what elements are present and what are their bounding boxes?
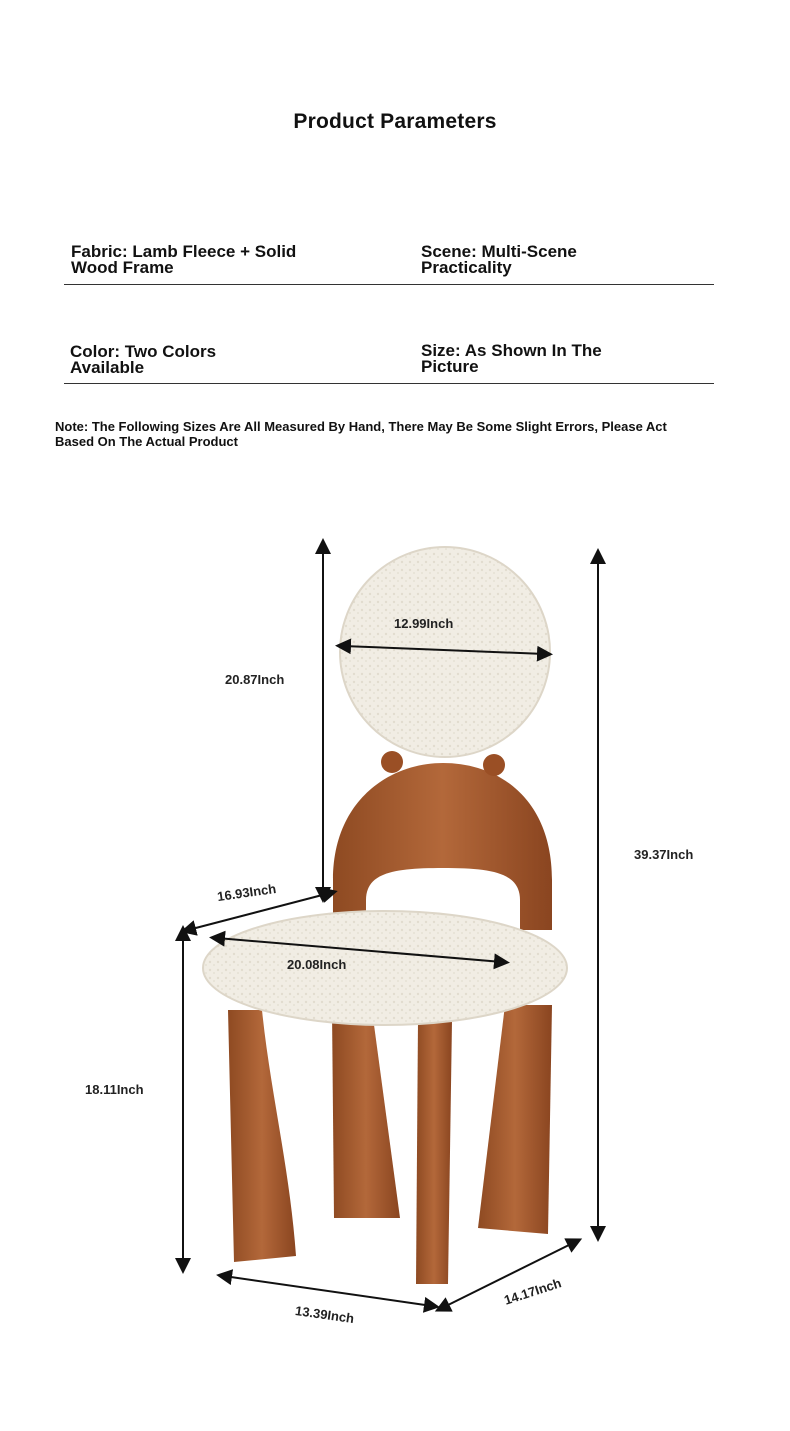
dim-label-seat-width: 20.08Inch: [287, 957, 347, 972]
chair-wood-ball-right: [483, 754, 505, 776]
dim-label-backrest-height: 20.87Inch: [225, 672, 285, 687]
chair-arch-frame: [333, 763, 552, 930]
chair-front-leg-center: [416, 1020, 452, 1284]
dim-label-backrest-diameter: 12.99Inch: [394, 616, 454, 631]
dim-label-base-width: 13.39Inch: [294, 1302, 356, 1327]
measurement-note: Note: The Following Sizes Are All Measured By Hand, There May Be Some Slight Errors, Please Act Based On The Actual Product: [55, 419, 667, 449]
chair-back-leg-right: [478, 1005, 552, 1234]
param-scene: Scene: Multi-Scene Practicality: [421, 242, 577, 277]
param-fabric: Fabric: Lamb Fleece + Solid Wood Frame: [71, 242, 297, 277]
chair-back-leg-left: [332, 1010, 400, 1218]
chair-wood-ball-left: [381, 751, 403, 773]
param-color: Color: Two Colors Available: [70, 342, 217, 377]
chair-front-leg-left: [228, 1010, 296, 1262]
dim-arrow-base-width: [224, 1276, 432, 1306]
dim-label-base-depth: 14.17Inch: [502, 1275, 564, 1308]
chair-seat-cushion: [203, 911, 567, 1025]
page-title: Product Parameters: [293, 110, 497, 133]
dim-label-total-height: 39.37Inch: [634, 847, 694, 862]
dim-label-seat-depth: 16.93Inch: [216, 880, 278, 905]
param-size: Size: As Shown In The Picture: [421, 341, 602, 376]
dim-label-seat-height: 18.11Inch: [85, 1082, 144, 1097]
